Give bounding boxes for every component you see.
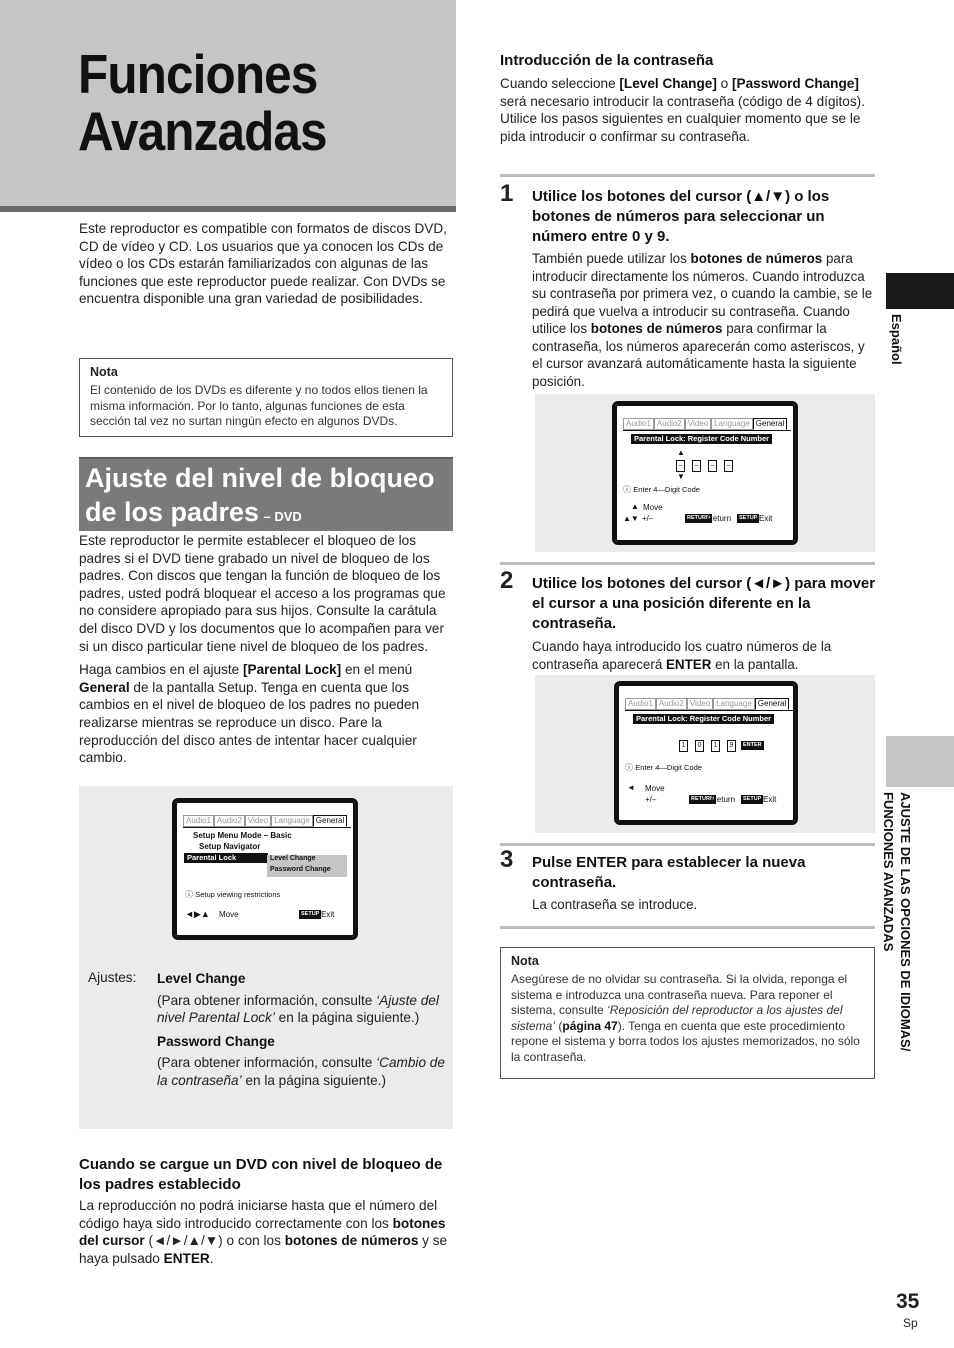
tab-video: Video	[685, 418, 711, 430]
tab-general: General	[313, 815, 347, 827]
step-3-heading: Pulse ENTER para establecer la nueva contraseña.	[532, 854, 806, 891]
step-2-body: Cuando haya introducido los cuatro números de la contraseña aparecerá ENTER en la pantalla.	[532, 639, 832, 672]
section-heading	[79, 457, 453, 531]
note-box-2	[500, 947, 875, 1079]
dvd-loaded-body: La reproducción no podrá iniciarse hasta que el número del código haya sido introducido correctamente con los botones del cursor (◄/►/▲/▼) o con los botones de números y se haya pulsado ENTER.	[79, 1198, 448, 1266]
left-arrow-icon: ◄	[627, 783, 635, 792]
tab-audio1: Audio1	[623, 418, 654, 430]
tab-video: Video	[245, 815, 271, 827]
screen-tabs	[183, 815, 347, 827]
info-line: ⓘ Enter 4—Digit Code	[623, 485, 700, 494]
section-heading-suffix: – DVD	[263, 509, 302, 524]
language-code: Sp	[903, 1316, 918, 1330]
code-entry-screen-mockup	[612, 401, 798, 545]
exit-label: Exit	[763, 795, 777, 804]
page-title	[78, 43, 411, 162]
code-digit: 1	[679, 740, 688, 752]
parental-lock-item: Parental Lock	[184, 853, 268, 863]
step-2-heading: Utilice los botones del cursor (◄/►) para mover el cursor a una posición diferente en la contraseña.	[532, 575, 876, 632]
step-1-body: También puede utilizar los botones de números para introducir directamente los números. Cuando introduzca su contraseña por primera vez, o cuando la cambie, se le pedirá que vuelva a introducir su contraseña. Cuando utilice los botones de números para confirmar la contraseña, los números aparecerán como asteriscos, y el cursor avanzará automáticamente hasta la siguiente posición.	[532, 251, 873, 389]
setup-navigator-item: Setup Navigator	[199, 842, 261, 851]
return-button-icon: RETURN	[687, 515, 710, 521]
plus-minus-label: +/–	[645, 795, 657, 804]
setting-level-change-desc: (Para obtener información, consulte ‘Ajuste del nivel Parental Lock’ en la página siguiente.)	[157, 992, 439, 1026]
note-title: Nota	[90, 365, 118, 379]
move-label: Move	[643, 503, 663, 512]
exit-label: Exit	[759, 514, 773, 523]
password-intro: Cuando seleccione [Level Change] o [Password Change] será necesario introducir la contraseña (código de 4 dígitos). Utilice los pasos siguientes en cualquier momento que se le pida introducir o confirmar su contraseña.	[500, 76, 865, 144]
code-digit: –	[724, 460, 733, 472]
enter-button-icon: ENTER	[743, 742, 762, 748]
setting-password-change: Password Change	[157, 1033, 275, 1049]
side-language-label: Español	[889, 314, 904, 365]
section-paragraph-2: Haga cambios en el ajuste [Parental Lock] en el menú General de la pantalla Setup. Tenga en cuenta que los cambios en el nivel de bloqueo de los padres no pueden realizarse mientras se reproduce un disco. Pare la reproducción del disco antes de intentar hacer cualquier cambio.	[79, 662, 420, 766]
plus-minus-label: +/–	[642, 514, 654, 523]
settings-list	[157, 970, 449, 1096]
tab-language: Language	[271, 815, 313, 827]
setup-button-icon: SETUP	[743, 796, 762, 802]
return-label: Return	[711, 795, 736, 804]
page-number: 35	[896, 1290, 920, 1313]
up-arrow-icon: ▲	[677, 448, 685, 457]
code-digit: –	[692, 460, 701, 472]
step-2-number: 2	[500, 567, 514, 594]
note-text: Asegúrese de no olvidar su contraseña. Si la olvida, reponga el sistema e introduzca una contraseña nueva. Para reponer el sistema, consulte ‘Reposición del reproductor a los ajustes del sistema’ (página 47). Tenga en cuenta que este procedimiento repone el sistema y borra todos los ajustes memorizados, no sólo la contraseña.	[511, 972, 860, 1064]
info-line: ⓘ Enter 4—Digit Code	[625, 763, 702, 772]
step-1-rule	[500, 174, 875, 177]
tab-general: General	[755, 698, 789, 710]
register-code-bar: Parental Lock: Register Code Number	[633, 714, 774, 724]
tab-audio1: Audio1	[183, 815, 214, 827]
setting-level-change: Level Change	[157, 971, 246, 986]
arrows-icon: ◄▶▲	[185, 909, 210, 919]
settings-label: Ajustes:	[88, 970, 137, 985]
tab-audio2: Audio2	[214, 815, 245, 827]
dvd-loaded-heading: Cuando se cargue un DVD con nivel de bloqueo de los padres establecido	[79, 1156, 443, 1193]
tab-video: Video	[687, 698, 713, 710]
side-chapter-label: AJUSTE DE LAS OPCIONES DE IDIOMAS/ FUNCIONES AVANZADAS	[881, 792, 913, 1052]
setup-button-icon: SETUP	[739, 515, 758, 521]
info-icon: ⓘ	[623, 485, 631, 494]
info-icon: ⓘ	[625, 763, 633, 772]
password-heading: Introducción de la contraseña	[500, 52, 714, 69]
title-band-rule	[0, 206, 456, 212]
tab-language: Language	[713, 698, 755, 710]
step-1-heading: Utilice los botones del cursor (▲/▼) o los botones de números para seleccionar un número entre 0 y 9.	[532, 188, 830, 245]
password-change-option: Password Change	[270, 866, 331, 873]
down-arrow-icon: ▼	[677, 472, 685, 481]
move-label: Move	[645, 784, 665, 793]
section-paragraph-1: Este reproductor le permite establecer el bloqueo de los padres si el DVD tiene grabado un nivel de bloqueo de los padres. Con discos que tengan la función de bloqueo de los padres, usted podrá bloquear el acceso a los programas que no considere apropiado para sus hijos. Consulte la carátula del disco DVD y los documentos que lo acompañen para ver si un disco particular tiene nivel de bloqueo de los padres.	[79, 533, 446, 654]
return-label: Return	[707, 514, 732, 523]
code-digit: 1	[711, 740, 720, 752]
level-change-option: Level Change	[270, 855, 316, 862]
tab-audio1: Audio1	[625, 698, 656, 710]
menu-mode-label: Setup Menu Mode – Basic	[193, 831, 292, 840]
page-title-line1: Funciones	[78, 43, 318, 105]
intro-paragraph: Este reproductor es compatible con formatos de discos DVD, CD de vídeo y CD. Los usuarios que ya conocen los CDs de vídeo o los CDs estarán familiarizados con algunas de las funciones que este reproductor puede realizar. Con DVDs se encuentra disponible una gran variedad de posibilidades.	[79, 221, 447, 307]
note-title: Nota	[511, 954, 539, 968]
step-2-rule	[500, 562, 875, 565]
move-label: Move	[219, 910, 239, 919]
step-3-body: La contraseña se introduce.	[532, 897, 698, 912]
section-body	[79, 532, 455, 773]
step-1-number: 1	[500, 180, 514, 207]
page-title-line2: Avanzadas	[78, 100, 327, 162]
tab-audio2: Audio2	[654, 418, 685, 430]
step-3-rule	[500, 843, 875, 846]
note-text: El contenido de los DVDs es diferente y no todos ellos tienen la misma información. Por lo tanto, algunas funciones de esta sección tal vez no surtan ningún efecto en algunos DVDs.	[90, 383, 428, 428]
tab-general: General	[753, 418, 787, 430]
step-3-bottom-rule	[500, 926, 875, 929]
language-tab-marker	[886, 273, 954, 309]
setting-password-change-desc: (Para obtener información, consulte ‘Cambio de la contraseña’ en la página siguiente.)	[157, 1055, 445, 1088]
exit-label: Exit	[321, 910, 335, 919]
chapter-tab-marker	[886, 736, 954, 787]
section-heading-text: Ajuste del nivel de bloqueo de los padres	[85, 463, 435, 527]
tab-language: Language	[711, 418, 753, 430]
info-icon: ⓘ	[185, 890, 193, 899]
setup-button-icon: SETUP	[301, 911, 320, 917]
code-digit: –	[708, 460, 717, 472]
code-digit: 0	[695, 740, 704, 752]
tab-audio2: Audio2	[656, 698, 687, 710]
up-arrow-icon: ▲	[631, 502, 639, 511]
step-3-number: 3	[500, 846, 514, 873]
code-digit: –	[676, 460, 685, 472]
setup-screen-mockup	[172, 798, 358, 940]
up-down-arrows-icon: ▲▼	[623, 514, 639, 523]
return-button-icon: RETURN	[691, 796, 714, 802]
note-box	[79, 358, 453, 437]
register-code-bar: Parental Lock: Register Code Number	[631, 434, 772, 444]
info-line: ⓘ Setup viewing restrictions	[185, 890, 281, 899]
code-digit: 9	[727, 740, 736, 752]
code-entered-screen-mockup	[614, 681, 798, 825]
